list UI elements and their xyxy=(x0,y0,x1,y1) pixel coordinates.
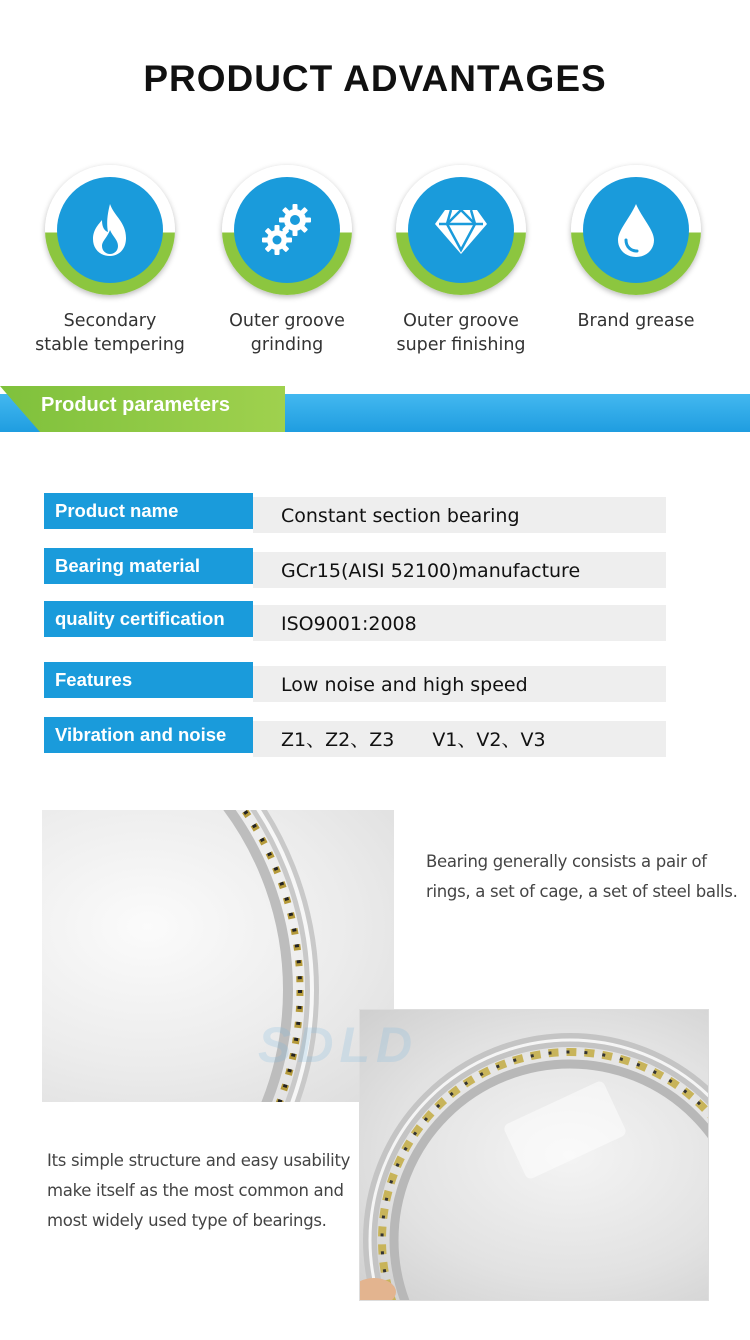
advantages-title: PRODUCT ADVANTAGES xyxy=(143,58,607,99)
param-row-certification xyxy=(44,605,666,641)
param-value: Constant section bearing xyxy=(253,497,666,533)
advantage-finishing xyxy=(376,165,546,357)
param-key: Product name xyxy=(44,493,253,529)
watermark: SDLD xyxy=(258,1017,419,1073)
param-value: GCr15(AISI 52100)manufacture xyxy=(253,552,666,588)
param-value: Low noise and high speed xyxy=(253,666,666,702)
gears-icon xyxy=(257,200,317,260)
param-key: Vibration and noise xyxy=(44,717,253,753)
advantage-badge xyxy=(396,165,526,295)
description-text-2: Its simple structure and easy usability make itself as the most common and most widely used type of bearings. xyxy=(47,1151,351,1230)
parameters-heading: Product parameters xyxy=(41,394,230,416)
param-row-features xyxy=(44,666,666,702)
advantage-label: Outer groove grinding xyxy=(229,311,345,355)
advantage-badge xyxy=(45,165,175,295)
param-key: Features xyxy=(44,662,253,698)
param-value: ISO9001:2008 xyxy=(253,605,666,641)
advantage-badge xyxy=(571,165,701,295)
param-row-vibration xyxy=(44,721,666,757)
advantage-grinding xyxy=(202,165,372,357)
description-text-1: Bearing generally consists a pair of rings, a set of cage, a set of steel balls. xyxy=(426,852,738,901)
param-key: quality certification xyxy=(44,601,253,637)
advantage-label: Brand grease xyxy=(577,311,695,331)
diamond-icon xyxy=(431,200,491,260)
parameters-banner xyxy=(0,386,750,438)
advantage-tempering xyxy=(25,165,195,357)
param-key: Bearing material xyxy=(44,548,253,584)
advantage-badge xyxy=(222,165,352,295)
advantage-label: Secondary stable tempering xyxy=(35,311,185,355)
droplet-icon xyxy=(606,200,666,260)
param-row-product-name xyxy=(44,497,666,533)
advantage-label: Outer groove super finishing xyxy=(396,311,526,355)
flame-icon xyxy=(80,200,140,260)
param-row-material xyxy=(44,552,666,588)
advantage-grease xyxy=(551,165,721,333)
param-value: Z1、Z2、Z3 V1、V2、V3 xyxy=(253,721,666,757)
